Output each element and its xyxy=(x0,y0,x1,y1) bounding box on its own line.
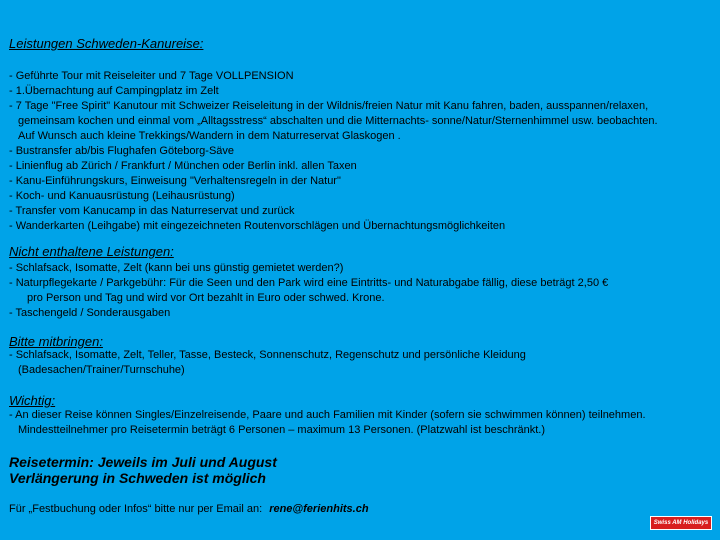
reisetermin-text: Reisetermin: Jeweils im Juli und August xyxy=(9,454,277,470)
list-item: - Taschengeld / Sonderausgaben xyxy=(9,307,171,319)
list-item: gemeinsam kochen und einmal vom „Alltagsstress“ abschalten und die Mitternachts- sonne/Natur/Sternenhimmel usw. beobachten. xyxy=(18,115,658,127)
list-item: Mindestteilnehmer pro Reisetermin beträgt 6 Personen – maximum 13 Personen. (Platzwahl ist beschränkt.) xyxy=(18,424,546,436)
list-item: - Transfer vom Kanucamp in das Naturreservat und zurück xyxy=(9,205,295,217)
email-link[interactable]: rene@ferienhits.ch xyxy=(269,503,369,515)
list-mitbringen xyxy=(9,348,714,378)
list-item: - Bustransfer ab/bis Flughafen Göteborg-Säve xyxy=(9,145,235,157)
list-leistungen xyxy=(9,69,714,234)
list-nicht-enthalten xyxy=(9,261,714,321)
heading-nicht-enthalten: Nicht enthaltene Leistungen: xyxy=(9,244,174,259)
heading-leistungen: Leistungen Schweden-Kanureise: xyxy=(9,36,204,51)
list-item: - Linienflug ab Zürich / Frankfurt / München oder Berlin inkl. allen Taxen xyxy=(9,160,357,172)
list-item: - Naturpflegekarte / Parkgebühr: Für die Seen und den Park wird eine Eintritts- und Naturabgabe fällig, diese beträgt 2,50 € xyxy=(9,277,609,289)
list-item: - Schlafsack, Isomatte, Zelt (kann bei uns günstig gemietet werden?) xyxy=(9,262,344,274)
contact-text: Für „Festbuchung oder Infos“ bitte nur per Email an: xyxy=(9,503,263,515)
list-item: - 7 Tage "Free Spirit" Kanutour mit Schweizer Reiseleitung in der Wildnis/freien Natur mit Kanu fahren, baden, ausspannen/relaxen, xyxy=(9,100,649,112)
swiss-am-holidays-logo: Swiss AM Holidays xyxy=(650,516,712,530)
list-item: - Koch- und Kanuausrüstung (Leihausrüstung) xyxy=(9,190,235,202)
list-item: Auf Wunsch auch kleine Trekkings/Wandern in dem Naturreservat Glaskogen . xyxy=(18,130,401,142)
list-item: - Wanderkarten (Leihgabe) mit eingezeichneten Routenvorschlägen und Übernachtungsmöglichkeiten xyxy=(9,220,506,232)
list-wichtig xyxy=(9,408,714,438)
heading-wichtig: Wichtig: xyxy=(9,393,56,408)
list-item: - Schlafsack, Isomatte, Zelt, Teller, Tasse, Besteck, Sonnenschutz, Regenschutz und persönliche Kleidung xyxy=(9,349,526,361)
list-item: - Geführte Tour mit Reiseleiter und 7 Tage VOLLPENSION xyxy=(9,70,294,82)
list-item: - 1.Übernachtung auf Campingplatz im Zelt xyxy=(9,85,219,97)
list-item: pro Person und Tag und wird vor Ort bezahlt in Euro oder schwed. Krone. xyxy=(27,292,385,304)
heading-mitbringen: Bitte mitbringen: xyxy=(9,334,103,349)
verlaengerung-text: Verlängerung in Schweden ist möglich xyxy=(9,470,266,486)
list-item: - An dieser Reise können Singles/Einzelreisende, Paare und auch Familien mit Kinder (sofern sie schwimmen können) teilnehmen. xyxy=(9,409,646,421)
list-item: - Kanu-Einführungskurs, Einweisung "Verhaltensregeln in der Natur" xyxy=(9,175,341,187)
list-item: (Badesachen/Trainer/Turnschuhe) xyxy=(18,364,185,376)
contact-line xyxy=(9,503,369,515)
